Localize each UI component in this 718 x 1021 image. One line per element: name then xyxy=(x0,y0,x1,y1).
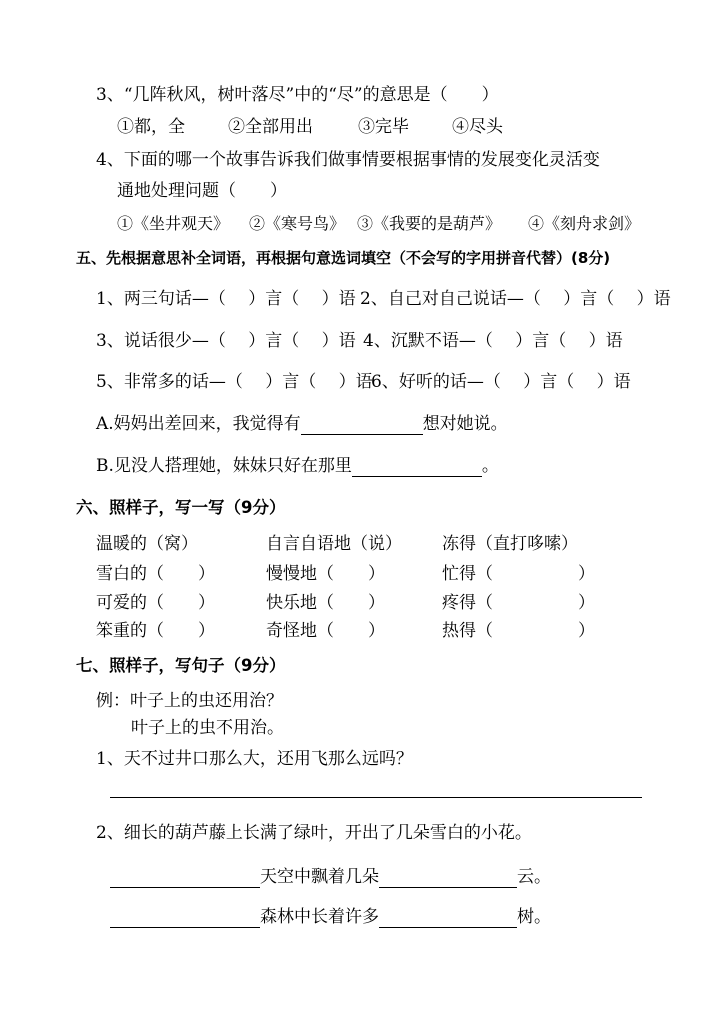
q4-option-1: ①《坐井观天》 xyxy=(117,214,230,233)
s7-fill-1-mid: 天空中飘着几朵 xyxy=(260,867,379,887)
section-7-title: 七、照样子，写句子（9分） xyxy=(76,656,286,675)
s7-fill-1 xyxy=(110,866,551,888)
question-4-line1: 4、下面的哪一个故事告诉我们做事情要根据事情的发展变化灵活变 xyxy=(96,150,600,170)
s5-a-blank[interactable] xyxy=(301,416,423,435)
s5-item-5: 5、非常多的话—（ ）言（ ）语 xyxy=(96,372,373,392)
s5-item-2: 2、自己对自己说话—（ ）言（ ）语 xyxy=(360,289,671,309)
s5-b-suffix: 。 xyxy=(481,456,499,476)
s6-r1-c2: 自言自语地（说） xyxy=(266,534,402,554)
s7-fill-2-blank-a[interactable] xyxy=(110,909,260,928)
s6-r4-c1: 笨重的（ ） xyxy=(96,621,215,641)
section-5-title: 五、先根据意思补全词语，再根据句意选词填空（不会写的字用拼音代替）(8分) xyxy=(76,249,611,267)
s7-fill-1-end: 云。 xyxy=(517,867,551,887)
s7-fill-2-blank-b[interactable] xyxy=(379,909,517,928)
q3-option-2: ②全部用出 xyxy=(228,117,313,137)
question-3: 3、“几阵秋风，树叶落尽”中的“尽”的意思是（ ） xyxy=(96,85,499,105)
s6-r1-c1: 温暖的（窝） xyxy=(96,534,198,554)
s5-sentence-a xyxy=(96,413,508,435)
question-4-line2: 通地处理问题（ ） xyxy=(117,181,287,201)
s7-question-2: 2、细长的葫芦藤上长满了绿叶，开出了几朵雪白的小花。 xyxy=(96,823,532,843)
s6-r4-c2: 奇怪地（ ） xyxy=(266,621,385,641)
s7-fill-1-blank-a[interactable] xyxy=(110,869,260,888)
s7-example-q: 例：叶子上的虫还用治？ xyxy=(96,691,283,711)
q4-option-2: ②《寒号鸟》 xyxy=(249,214,346,233)
s5-b-prefix: B.见没人搭理她，妹妹只好在那里 xyxy=(96,456,352,476)
s7-fill-2-mid: 森林中长着许多 xyxy=(260,907,379,927)
s7-example-a: 叶子上的虫不用治。 xyxy=(131,718,284,738)
q4-option-4: ④《刻舟求剑》 xyxy=(528,214,641,233)
q3-option-1: ①都，全 xyxy=(117,117,185,137)
q4-option-3: ③《我要的是葫芦》 xyxy=(357,214,502,233)
s5-item-4: 4、沉默不语—（ ）言（ ）语 xyxy=(363,331,623,351)
s5-b-blank[interactable] xyxy=(352,458,482,477)
q3-option-4: ④尽头 xyxy=(452,117,503,137)
section-6-title: 六、照样子，写一写（9分） xyxy=(76,498,286,517)
s6-r2-c1: 雪白的（ ） xyxy=(96,564,215,584)
s6-r4-c3: 热得（ ） xyxy=(442,621,595,641)
s7-answer-line-1[interactable] xyxy=(110,797,642,798)
s6-r2-c3: 忙得（ ） xyxy=(442,564,595,584)
s6-r2-c2: 慢慢地（ ） xyxy=(266,564,385,584)
s5-a-suffix: 想对她说。 xyxy=(422,414,508,434)
s5-item-1: 1、两三句话—（ ）言（ ）语 xyxy=(96,289,356,309)
s5-a-prefix: A.妈妈出差回来，我觉得有 xyxy=(96,414,301,434)
s6-r1-c3: 冻得（直打哆嗦） xyxy=(442,534,578,554)
s5-item-6: 6、好听的话—（ ）言（ ）语 xyxy=(371,372,631,392)
s7-fill-1-blank-b[interactable] xyxy=(379,869,517,888)
s7-fill-2-end: 树。 xyxy=(517,907,551,927)
s6-r3-c2: 快乐地（ ） xyxy=(266,593,385,613)
q3-option-3: ③完毕 xyxy=(358,117,409,137)
s7-fill-2 xyxy=(110,906,551,928)
s5-sentence-b xyxy=(96,455,499,477)
s5-item-3: 3、说话很少—（ ）言（ ）语 xyxy=(96,331,356,351)
s6-r3-c3: 疼得（ ） xyxy=(442,593,595,613)
s7-question-1: 1、天不过井口那么大，还用飞那么远吗？ xyxy=(96,749,413,769)
s6-r3-c1: 可爱的（ ） xyxy=(96,593,215,613)
